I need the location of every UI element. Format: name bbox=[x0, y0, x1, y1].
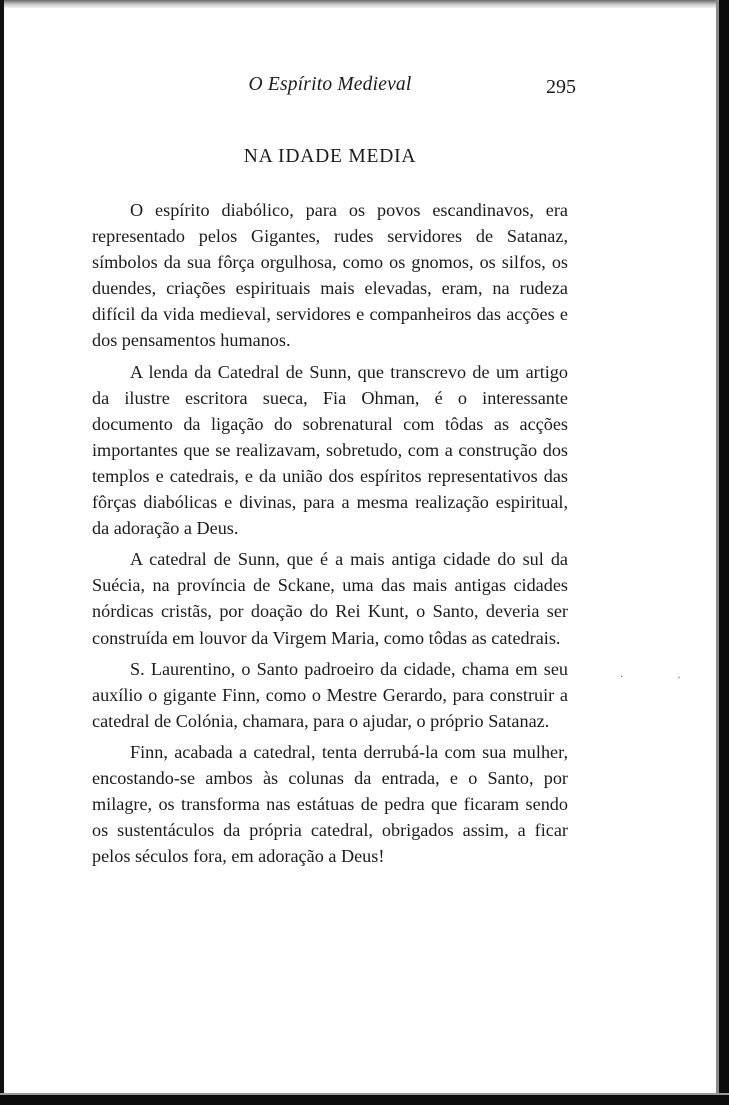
scan-left-edge bbox=[0, 0, 4, 1105]
page-number: 295 bbox=[546, 76, 576, 98]
book-page bbox=[92, 66, 576, 869]
scan-bottom-edge bbox=[0, 1095, 729, 1105]
running-title: O Espírito Medieval bbox=[248, 74, 412, 95]
scan-speck: ˏ bbox=[676, 668, 681, 679]
scan-speck: · bbox=[620, 672, 624, 683]
paragraph: O espírito diabólico, para os povos escandinavos, era representado pelos Gigantes, rudes servidores de Satanaz, símbolos da sua fôrça orgulhosa, como os gnomos, os silfos, os duendes, criações espirituais mais elevadas, eram, na rudeza difícil da vida medieval, servidores e companheiros das acções e dos pensamentos humanos. bbox=[92, 200, 568, 351]
scan-top-edge bbox=[0, 0, 729, 8]
paragraph: A catedral de Sunn, que é a mais antiga cidade do sul da Suécia, na província de Sckane, uma das mais antigas cidades nórdicas cristãs, por doação do Rei Kunt, o Santo, deveria ser construída em louvor da Virgem Maria, como tôdas as catedrais. bbox=[92, 549, 568, 648]
paragraph: Finn, acabada a catedral, tenta derrubá-la com sua mulher, encostando-se ambos às colunas da entrada, e o Santo, por milagre, os transforma nas estátuas de pedra que ficaram sendo os sustentáculos da própria catedral, obrigados assim, a ficar pelos séculos fora, em adoração a Deus! bbox=[92, 741, 568, 867]
paragraph: A lenda da Catedral de Sunn, que transcrevo de um artigo da ilustre escritora sueca, Fia Ohman, é o interessante documento da ligação do sobrenatural com tôdas as acções importantes que se realizavam, sobretudo, com a construção dos templos e catedrais, e da união dos espíritos representativos das fôrças diabólicas e divinas, para a mesma realização espiritual, da adoração a Deus. bbox=[92, 361, 568, 539]
body-text bbox=[92, 197, 568, 869]
paragraph: S. Laurentino, o Santo padroeiro da cidade, chama em seu auxílio o gigante Finn, como o Mestre Gerardo, para construir a catedral de Colónia, chamara, para o ajudar, o próprio Satanaz. bbox=[92, 658, 568, 731]
scan-right-edge bbox=[719, 0, 729, 1105]
running-head bbox=[92, 66, 576, 106]
section-title: NA IDADE MEDIA bbox=[243, 146, 417, 167]
